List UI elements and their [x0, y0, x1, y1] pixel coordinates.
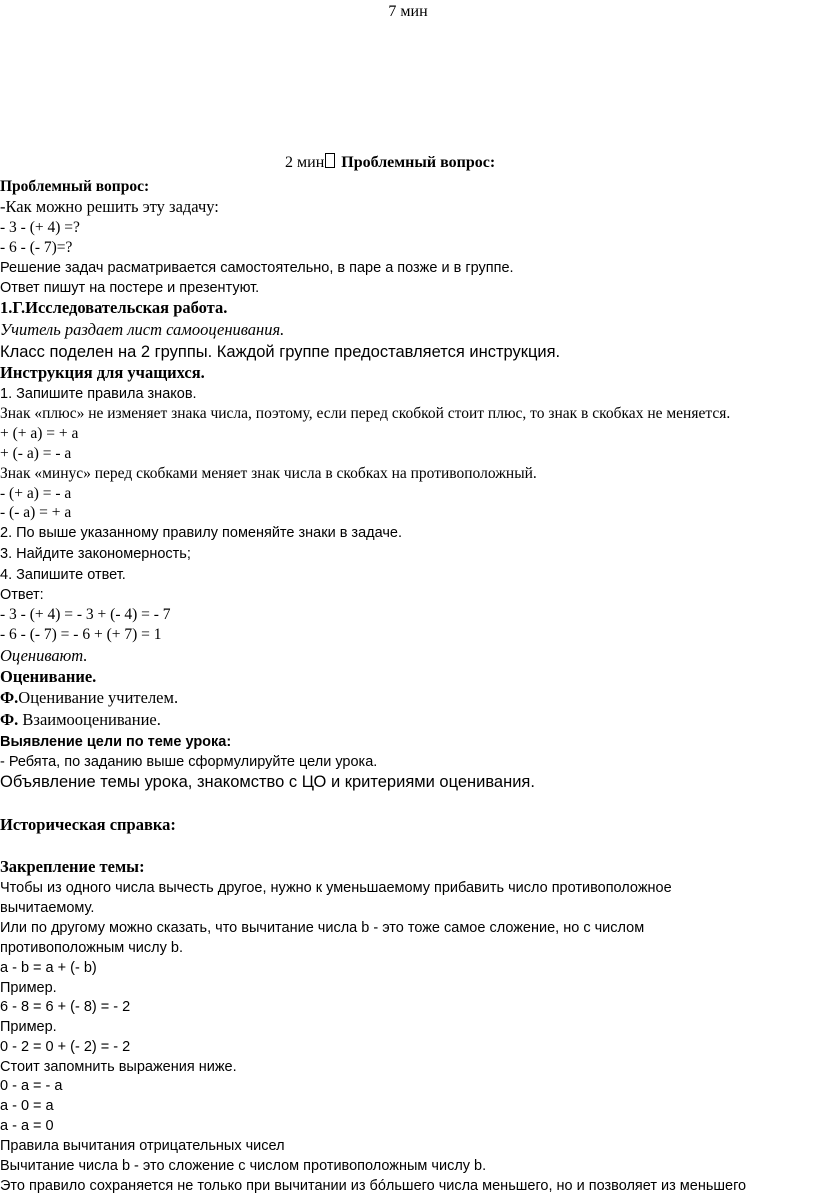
- header-title: Проблемный вопрос:: [341, 154, 496, 171]
- text-line: Стоит запомнить выражения ниже.: [0, 1059, 237, 1075]
- text-line: Проблемный вопрос:: [0, 178, 150, 195]
- text-line: - (- a) = + a: [0, 504, 72, 521]
- text-line: [0, 710, 161, 730]
- text-line: Выявление цели по теме урока:: [0, 734, 232, 750]
- text-line: 1. Запишите правила знаков.: [0, 386, 197, 402]
- text-line: Или по другому можно сказать, что вычитание числа b - это тоже самое сложение, но с числом: [0, 920, 645, 936]
- text-line: Это правило сохраняется не только при вычитании из бóльшего числа меньшего, но и позволяет из меньшего: [0, 1178, 747, 1194]
- text-line: 2. По выше указанному правилу поменяйте знаки в задаче.: [0, 525, 402, 541]
- text-line: Решение задач расматривается самостоятельно, в паре а позже и в группе.: [0, 260, 514, 276]
- text-line: Ответ:: [0, 587, 44, 603]
- text-line: Оценивают.: [0, 646, 88, 665]
- text-span: Ф.: [0, 710, 19, 729]
- text-line: [0, 688, 178, 708]
- header-time: 2 мин: [285, 154, 325, 171]
- text-line: a - b = a + (- b): [0, 960, 97, 976]
- text-line: Ответ пишут на постере и презентуют.: [0, 280, 260, 296]
- text-line: - 6 - (- 7) = - 6 + (+ 7) = 1: [0, 626, 162, 643]
- text-line: Знак «плюс» не изменяет знака числа, поэтому, если перед скобкой стоит плюс, то знак в скобках не меняется.: [0, 405, 731, 422]
- text-line: Пример.: [0, 1019, 57, 1035]
- text-line: 4. Запишите ответ.: [0, 567, 126, 583]
- text-line: противоположным числу b.: [0, 940, 183, 956]
- text-line: - (+ a) = - a: [0, 485, 72, 502]
- text-line: Вычитание числа b - это сложение с числом противоположным числу b.: [0, 1158, 487, 1174]
- text-line: Историческая справка:: [0, 815, 176, 834]
- text-line: - 3 - (+ 4) =?: [0, 219, 80, 236]
- text-line: 0 - 2 = 0 + (- 2) = - 2: [0, 1039, 131, 1055]
- text-line: Объявление темы урока, знакомство с ЦО и критериями оценивания.: [0, 773, 535, 791]
- text-line: - Ребята, по заданию выше сформулируйте цели урока.: [0, 754, 378, 770]
- text-line: -Как можно решить эту задачу:: [0, 197, 219, 216]
- text-span: Оценивание учителем.: [18, 688, 179, 707]
- text-line: Чтобы из одного числа вычесть другое, нужно к уменьшаемому прибавить число противоположное: [0, 880, 672, 896]
- text-line: вычитаемому.: [0, 900, 95, 916]
- text-line: 1.Г.Исследовательская работа.: [0, 298, 228, 317]
- text-span: Ф.: [0, 688, 19, 707]
- text-line: - 6 - (- 7)=?: [0, 239, 73, 256]
- text-line: Класс поделен на 2 группы. Каждой группе предоставляется инструкция.: [0, 343, 561, 361]
- text-line: Оценивание.: [0, 667, 97, 686]
- time-label-top: 7 мин: [388, 3, 428, 20]
- text-line: a - a = 0: [0, 1118, 54, 1134]
- text-line: 6 - 8 = 6 + (- 8) = - 2: [0, 999, 131, 1015]
- missing-glyph-icon: [325, 153, 335, 168]
- text-line: Закрепление темы:: [0, 857, 145, 876]
- text-line: a - 0 = a: [0, 1098, 54, 1114]
- section-header: [285, 153, 495, 172]
- text-line: Правила вычитания отрицательных чисел: [0, 1138, 285, 1154]
- text-line: + (+ a) = + a: [0, 425, 79, 442]
- text-line: Инструкция для учащихся.: [0, 363, 205, 382]
- text-line: - 3 - (+ 4) = - 3 + (- 4) = - 7: [0, 606, 171, 623]
- text-line: 0 - a = - a: [0, 1078, 63, 1094]
- text-line: Пример.: [0, 980, 57, 996]
- text-span: Взаимооценивание.: [18, 710, 161, 729]
- text-line: + (- a) = - a: [0, 445, 72, 462]
- text-line: Учитель раздает лист самооценивания.: [0, 320, 285, 339]
- text-line: 3. Найдите закономерность;: [0, 546, 191, 562]
- text-line: Знак «минус» перед скобками меняет знак числа в скобках на противоположный.: [0, 465, 537, 482]
